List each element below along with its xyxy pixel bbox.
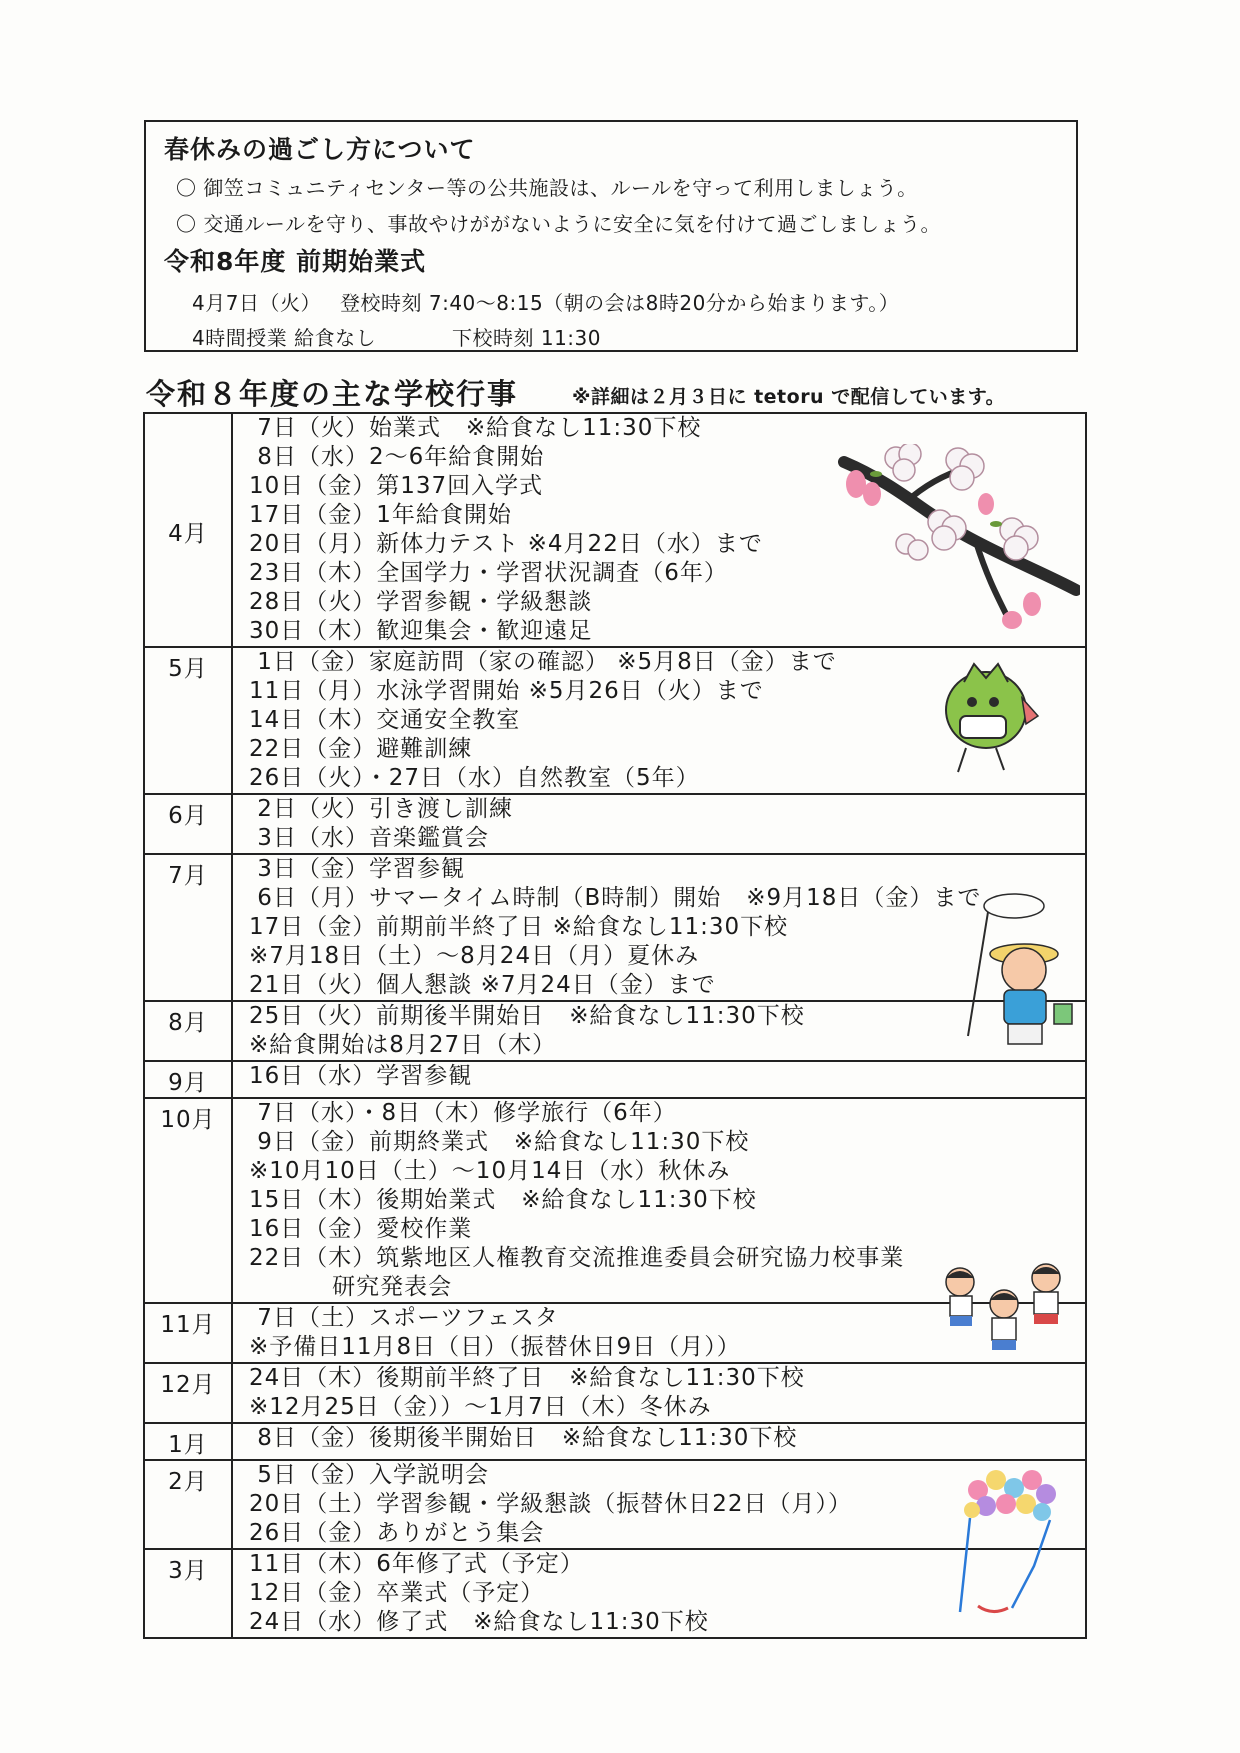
ceremony-date: 4月7日（火） [192, 291, 321, 315]
event-line: 22日（木）筑紫地区人権教育交流推進委員会研究協力校事業 [249, 1245, 905, 1271]
event-line: 25日（火）前期後半開始日 ※給食なし11:30下校 [249, 1003, 805, 1029]
month-label: 3月 [168, 1558, 208, 1584]
month-label: 7月 [168, 863, 208, 889]
event-cell [232, 1423, 1086, 1460]
event-line: 23日（木）全国学力・学習状況調査（6年） [249, 560, 728, 586]
event-line: ※10月10日（土）～10月14日（水）秋休み [249, 1158, 731, 1184]
event-line: ※7月18日（土）～8月24日（月）夏休み [249, 943, 700, 969]
month-row-sep [144, 1061, 1086, 1098]
event-line: 12日（金）卒業式（予定） [249, 1580, 545, 1606]
month-label: 11月 [160, 1312, 216, 1338]
event-line: ※12月25日（金））～1月7日（木）冬休み [249, 1394, 712, 1420]
month-label: 8月 [168, 1010, 208, 1036]
event-line: ※予備日11月8日（日）（振替休日9日（月）） [249, 1334, 741, 1360]
month-label-cell [144, 1423, 232, 1460]
event-line: 15日（木）後期始業式 ※給食なし11:30下校 [249, 1187, 757, 1213]
event-line: 1日（金）家庭訪問（家の確認） ※5月8日（金）まで [249, 649, 837, 675]
event-line: 21日（火）個人懇談 ※7月24日（金）まで [249, 972, 716, 998]
event-line: 14日（木）交通安全教室 [249, 707, 521, 733]
ceremony-arrival: 登校時刻 7:40～8:15（朝の会は8時20分から始まります。） [340, 291, 900, 315]
month-row-dec [144, 1363, 1086, 1423]
event-line: 9日（金）前期終業式 ※給食なし11:30下校 [249, 1129, 750, 1155]
event-line: 3日（金）学習参観 [249, 856, 465, 882]
month-label-cell [144, 1061, 232, 1098]
month-label: 4月 [168, 520, 208, 547]
event-line: 2日（火）引き渡し訓練 [249, 796, 513, 822]
month-label-cell [144, 413, 232, 647]
bouquet-illustration [958, 1466, 1062, 1614]
ceremony-dismissal: 下校時刻 11:30 [452, 326, 601, 350]
events-title: 令和８年度の主な学校行事 [146, 377, 519, 411]
month-label: 6月 [168, 803, 208, 829]
event-line: 研究発表会 [249, 1274, 453, 1300]
event-line: 3日（水）音楽鑑賞会 [249, 825, 489, 851]
events-note: ※詳細は２月３日に tetoru で配信しています。 [572, 386, 1006, 408]
event-cell [232, 1363, 1086, 1423]
event-line: 8日（金）後期後半開始日 ※給食なし11:30下校 [249, 1425, 798, 1451]
event-line: 17日（金）1年給食開始 [249, 502, 512, 528]
event-line: 10日（金）第137回入学式 [249, 473, 544, 499]
mascot-illustration [936, 654, 1042, 778]
month-label: 12月 [160, 1372, 216, 1398]
event-line: 6日（月）サマータイム時制（B時制）開始 ※9月18日（金）まで [249, 885, 982, 911]
month-row-mar [144, 1549, 1086, 1638]
month-row-jun [144, 794, 1086, 854]
running-children-illustration [938, 1262, 1074, 1366]
event-line: 16日（水）学習参観 [249, 1063, 473, 1089]
event-line: 30日（木）歓迎集会・歓迎遠足 [249, 618, 593, 644]
month-row-jan [144, 1423, 1086, 1460]
event-line: 22日（金）避難訓練 [249, 736, 473, 762]
summer-boy-illustration [958, 886, 1080, 1056]
month-label-cell [144, 1549, 232, 1638]
spring-break-title: 春休みの過ごし方について [164, 135, 476, 164]
event-line: 17日（金）前期前半終了日 ※給食なし11:30下校 [249, 914, 789, 940]
cherry-blossom-illustration [836, 444, 1080, 630]
event-line: 7日（土）スポーツフェスタ [249, 1305, 559, 1331]
event-line: 26日（金）ありがとう集会 [249, 1520, 545, 1546]
event-line: 20日（土）学習参観・学級懇談（振替休日22日（月）） [249, 1491, 853, 1517]
event-line: 5日（金）入学説明会 [249, 1462, 489, 1488]
event-line: 20日（月）新体力テスト ※4月22日（水）まで [249, 531, 763, 557]
event-line: 24日（水）修了式 ※給食なし11:30下校 [249, 1609, 709, 1635]
month-label-cell [144, 854, 232, 1001]
event-line: 24日（木）後期前半終了日 ※給食なし11:30下校 [249, 1365, 805, 1391]
month-label-cell [144, 1363, 232, 1423]
spring-item-2: 〇 交通ルールを守り、事故やけががないように安全に気を付けて過ごしましょう。 [176, 212, 941, 236]
month-label-cell [144, 794, 232, 854]
ceremony-title: 令和8年度 前期始業式 [164, 247, 427, 276]
month-label-cell [144, 647, 232, 794]
event-line: 16日（金）愛校作業 [249, 1216, 473, 1242]
event-line: 11日（木）6年修了式（予定） [249, 1551, 584, 1577]
month-row-jul [144, 854, 1086, 1001]
event-line: 7日（火）始業式 ※給食なし11:30下校 [249, 415, 702, 441]
event-cell [232, 794, 1086, 854]
event-line: 8日（水）2～6年給食開始 [249, 444, 545, 470]
month-label: 10月 [160, 1107, 216, 1133]
month-label-cell [144, 1001, 232, 1061]
event-line: ※給食開始は8月27日（木） [249, 1032, 557, 1058]
month-label-cell [144, 1098, 232, 1303]
month-row-feb [144, 1460, 1086, 1549]
month-label: 5月 [168, 656, 208, 682]
event-line: 7日（水）・8日（木）修学旅行（6年） [249, 1100, 677, 1126]
month-label: 2月 [168, 1469, 208, 1495]
event-cell [232, 1061, 1086, 1098]
event-line: 28日（火）学習参観・学級懇談 [249, 589, 593, 615]
event-line: 26日（火）・27日（水）自然教室（5年） [249, 765, 700, 791]
ceremony-classes: 4時間授業 給食なし [192, 326, 377, 350]
month-row-aug [144, 1001, 1086, 1061]
month-label: 9月 [168, 1070, 208, 1096]
month-label: 1月 [168, 1432, 208, 1458]
event-line: 11日（月）水泳学習開始 ※5月26日（火）まで [249, 678, 764, 704]
spring-item-1: 〇 御笠コミュニティセンター等の公共施設は、ルールを守って利用しましょう。 [176, 176, 918, 200]
month-label-cell [144, 1460, 232, 1549]
month-label-cell [144, 1303, 232, 1363]
